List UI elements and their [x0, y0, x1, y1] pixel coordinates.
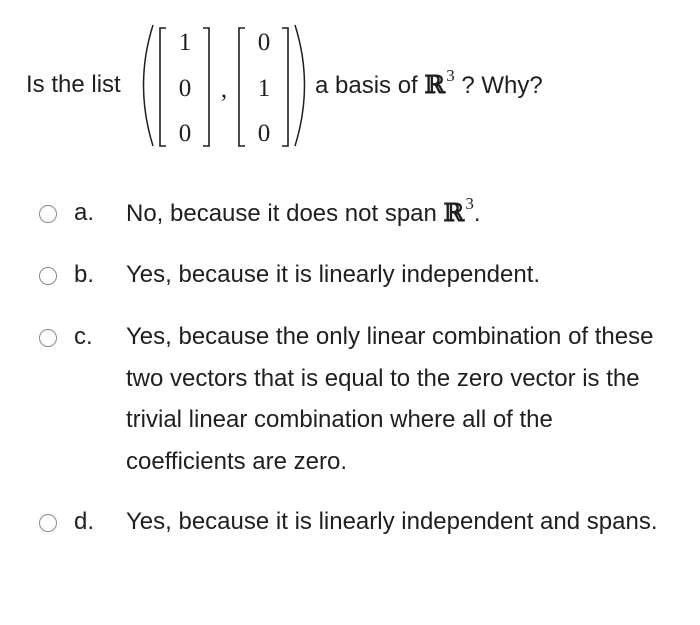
option-a-radio[interactable]: [39, 205, 57, 223]
vector1-entry: 0: [178, 75, 192, 102]
option-d-radio[interactable]: [39, 514, 57, 532]
question-suffix-text: a basis of: [315, 72, 418, 99]
vector1-entry: 0: [178, 120, 192, 147]
real-space-exponent: 3: [465, 194, 474, 213]
option-d-text: Yes, because it is linearly independent and spans.: [126, 508, 658, 535]
vector2-entry: 0: [257, 120, 271, 147]
option-b-letter: b.: [74, 261, 95, 288]
vector2-entry: 1: [257, 75, 271, 102]
question-prefix: Is the list: [26, 71, 121, 98]
option-a-letter: a.: [74, 199, 95, 226]
option-b-text: Yes, because it is linearly independent.: [126, 261, 541, 288]
option-a-text: [126, 192, 671, 237]
vector1-entry: 1: [178, 29, 192, 56]
vector2-left-bracket: [239, 28, 245, 146]
real-space-exponent: 3: [446, 66, 455, 85]
vector-separator: ,: [220, 76, 228, 103]
option-a-period: .: [473, 200, 481, 227]
vector2-right-bracket: [282, 28, 288, 146]
vector2-entry: 0: [257, 29, 271, 56]
vector1-right-bracket: [203, 28, 209, 146]
vector1-left-bracket: [160, 28, 166, 146]
option-a-label: No, because it does not span: [126, 200, 437, 227]
question: [0, 0, 700, 175]
question-why-text: ? Why?: [461, 72, 543, 99]
real-space-symbol: ℝ: [424, 70, 446, 99]
question-suffix: [315, 66, 543, 104]
left-paren: [144, 25, 154, 146]
option-c-radio[interactable]: [39, 329, 57, 347]
option-d-letter: d.: [74, 508, 95, 535]
option-b-radio[interactable]: [39, 267, 57, 285]
real-space-symbol: ℝ: [443, 198, 465, 227]
option-c-letter: c.: [74, 323, 93, 350]
right-paren: [295, 25, 305, 146]
option-c-text: Yes, because the only linear combination of these two vectors that is equal to the zero vector is the trivial linear combination where all of the coefficients are zero.: [126, 323, 654, 475]
